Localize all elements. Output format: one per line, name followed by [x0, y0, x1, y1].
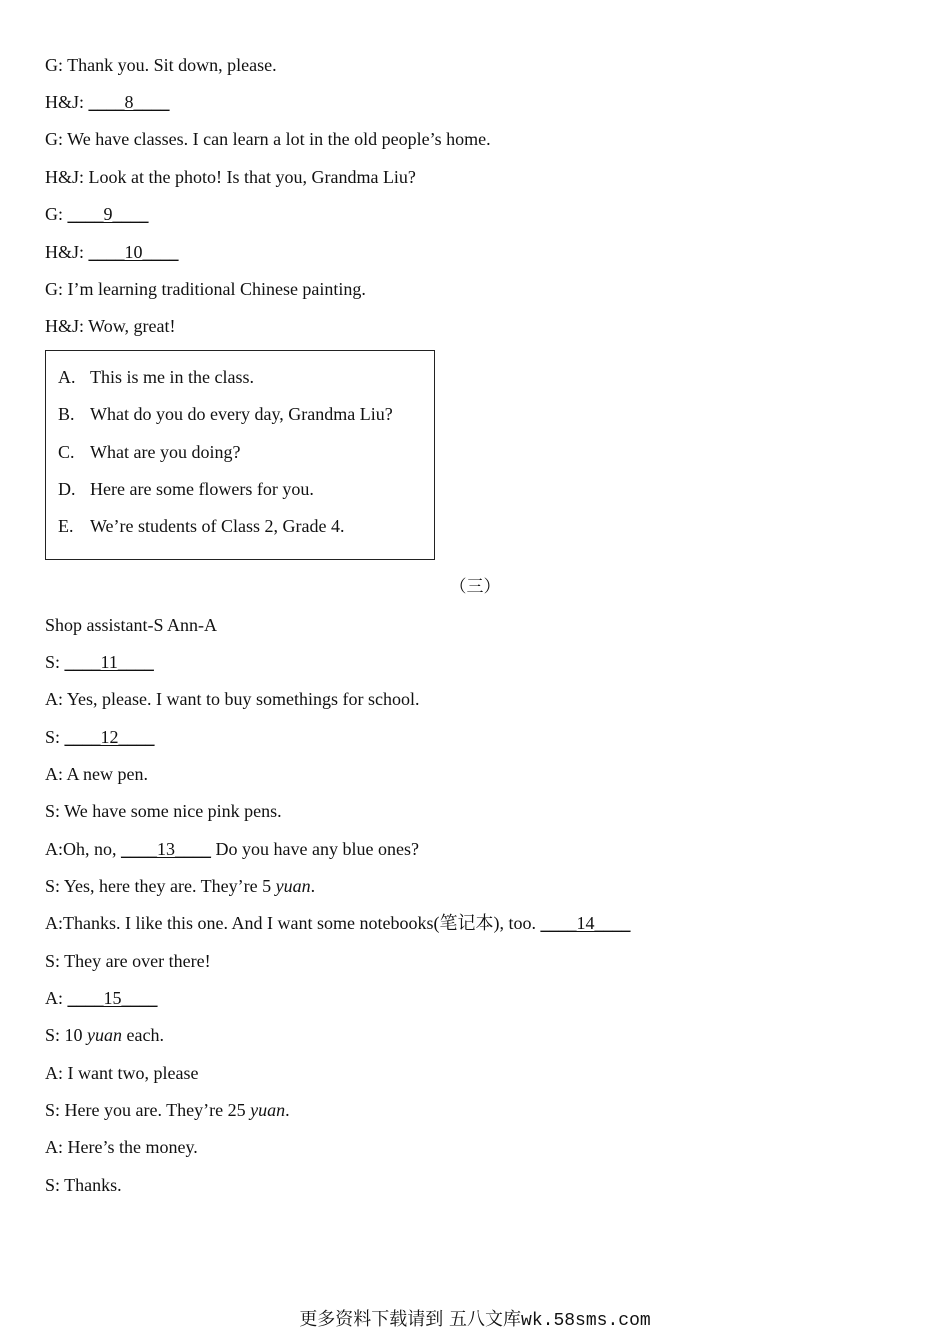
option-d: D. Here are some flowers for you. — [58, 479, 314, 499]
dialogue-line: S: We have some nice pink pens. — [45, 801, 282, 821]
dialogue-line: H&J: Look at the photo! Is that you, Grandma Liu? — [45, 167, 416, 187]
answer-blank-12: ____12____ — [64, 727, 155, 747]
dialogue-line: A:Thanks. I like this one. And I want some notebooks(笔记本), too. ____14____ — [45, 913, 631, 933]
answer-blank-9: ____9____ — [67, 204, 149, 224]
footer-link[interactable]: wk.58sms.com — [521, 1311, 651, 1331]
dialogue-line: S: Thanks. — [45, 1175, 122, 1195]
answer-blank-8: ____8____ — [88, 92, 170, 112]
dialogue-line: S: Yes, here they are. They’re 5 yuan. — [45, 876, 316, 896]
answer-blank-15: ____15____ — [67, 988, 158, 1008]
dialogue-line: A: A new pen. — [45, 764, 148, 784]
answer-blank-11: ____11____ — [64, 652, 154, 672]
dialogue-line: G: ____9____ — [45, 204, 149, 224]
dialogue-line: A: I want two, please — [45, 1063, 199, 1083]
answer-blank-10: ____10____ — [88, 242, 179, 262]
option-c: C. What are you doing? — [58, 442, 241, 462]
dialogue-line: G: We have classes. I can learn a lot in the old people’s home. — [45, 129, 491, 149]
dialogue-line: S: Here you are. They’re 25 yuan. — [45, 1100, 290, 1120]
answer-blank-13: ____13____ — [121, 839, 211, 859]
answer-blank-14: ____14____ — [540, 913, 631, 933]
option-e: E. We’re students of Class 2, Grade 4. — [58, 516, 345, 536]
dialogue-line: A:Oh, no, ____13____ Do you have any blue ones? — [45, 839, 419, 859]
dialogue-line: H&J: ____10____ — [45, 242, 179, 262]
dialogue-line: S: ____12____ — [45, 727, 155, 747]
roles-line: Shop assistant-S Ann-A — [45, 615, 218, 635]
dialogue-line: S: 10 yuan each. — [45, 1025, 164, 1045]
dialogue-line: H&J: Wow, great! — [45, 316, 176, 336]
options-box — [45, 350, 435, 560]
dialogue-line: S: ____11____ — [45, 652, 154, 672]
footer-note: 更多资料下载请到 五八文库wk.58sms.com — [299, 1309, 651, 1331]
dialogue-line: A: ____15____ — [45, 988, 158, 1008]
section-title: （三） — [449, 577, 501, 596]
dialogue-line: A: Here’s the money. — [45, 1137, 198, 1157]
dialogue-line: S: They are over there! — [45, 951, 211, 971]
dialogue-line: A: Yes, please. I want to buy somethings for school. — [45, 689, 420, 709]
dialogue-line: H&J: ____8____ — [45, 92, 170, 112]
dialogue-line: G: I’m learning traditional Chinese painting. — [45, 279, 366, 299]
option-a: A. This is me in the class. — [58, 367, 254, 387]
option-b: B. What do you do every day, Grandma Liu? — [58, 404, 393, 424]
dialogue-line: G: Thank you. Sit down, please. — [45, 55, 277, 75]
